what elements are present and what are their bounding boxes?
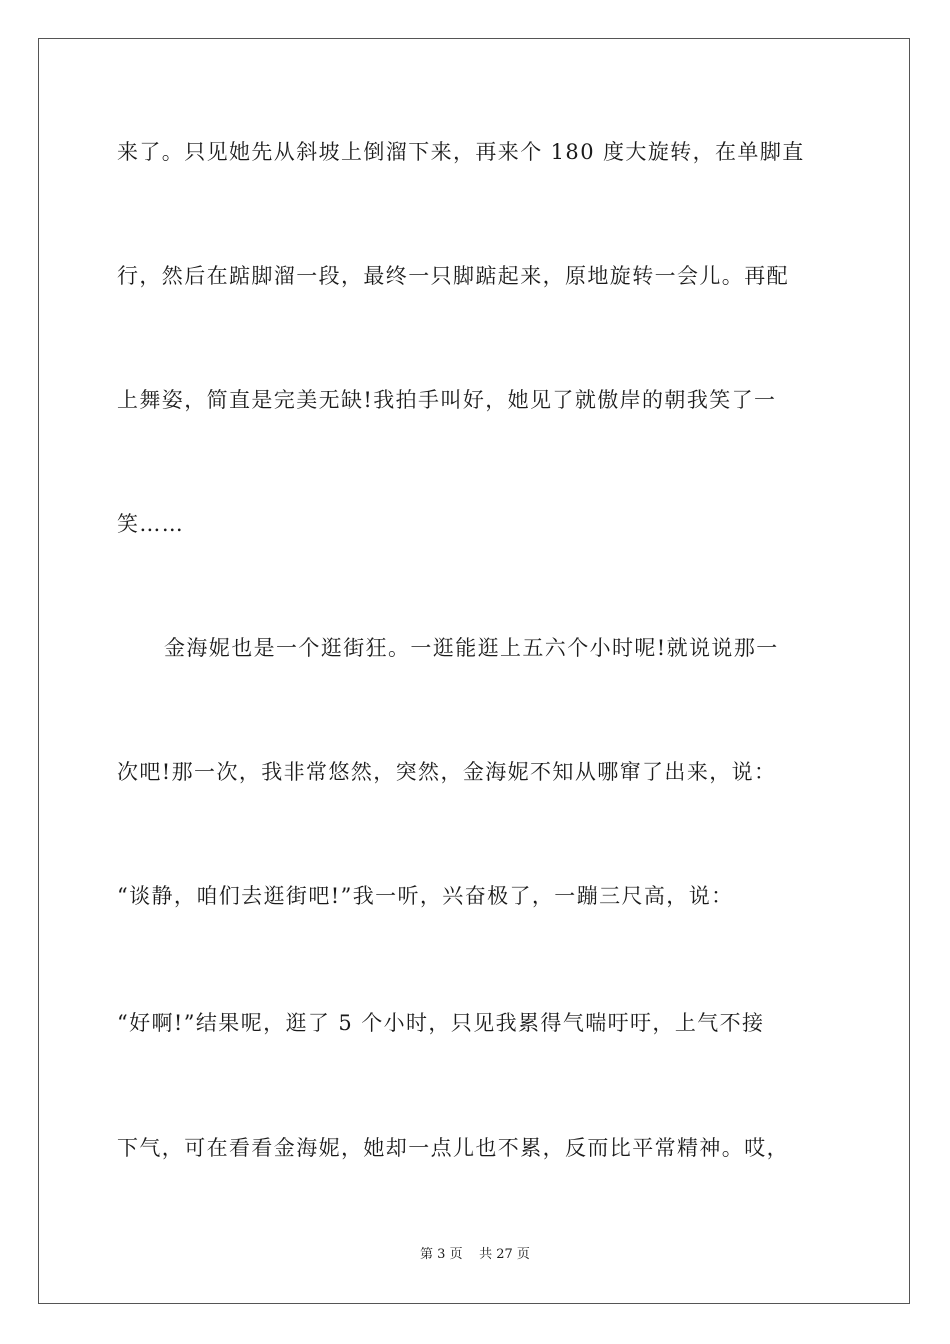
body-text-line-1: 来了。只见她先从斜坡上倒溜下来，再来个 180 度大旋转，在单脚直 [117,140,805,164]
body-text-line-9: 下气，可在看看金海妮，她却一点儿也不累，反而比平常精神。哎， [117,1136,789,1160]
page-footer [0,1246,950,1264]
body-text-line-4: 笑…… [117,512,185,536]
page-frame [38,38,910,1304]
body-text-line-8: “好啊!”结果呢，逛了 5 个小时，只见我累得气喘吁吁，上气不接 [117,1011,765,1035]
current-page-number: 第 3 页 [420,1247,463,1262]
body-text-line-2: 行，然后在踮脚溜一段，最终一只脚踮起来，原地旋转一会儿。再配 [117,264,789,288]
total-pages: 共 27 页 [479,1247,530,1262]
body-text-line-7: “谈静，咱们去逛街吧!”我一听，兴奋极了，一蹦三尺高，说： [117,884,734,908]
body-text-line-6: 次吧!那一次，我非常悠然，突然，金海妮不知从哪窜了出来，说： [117,760,777,784]
body-text-line-5: 金海妮也是一个逛街狂。一逛能逛上五六个小时呢!就说说那一 [164,636,779,660]
body-text-line-3: 上舞姿，简直是完美无缺!我拍手叫好，她见了就傲岸的朝我笑了一 [117,388,777,412]
